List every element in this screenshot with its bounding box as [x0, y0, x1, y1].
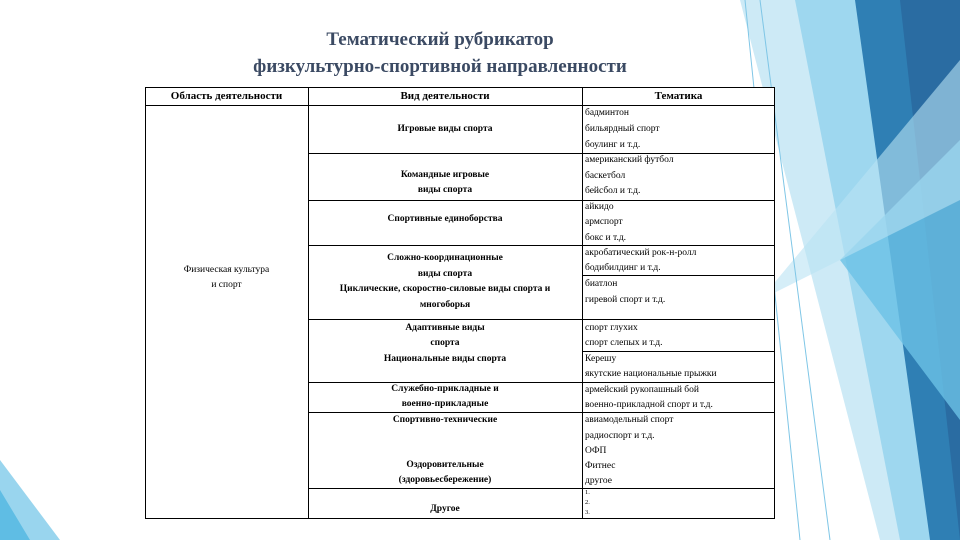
activity-text: Национальные виды спорта	[383, 353, 507, 364]
topic-line: спорт слепых и т.д.	[585, 338, 663, 348]
topic-line: другое	[585, 476, 612, 486]
activity-text: Спортивные единоборства	[387, 214, 503, 225]
area-line-1: Физическая культура	[183, 264, 270, 275]
topic-line: американский футбол	[585, 155, 674, 165]
area-line-2: и спорт	[211, 280, 242, 290]
topic-line: бадминтон	[585, 108, 629, 118]
activity-text: многоборья	[419, 299, 471, 310]
activity-text: Сложно-координационные	[387, 253, 503, 263]
activity-cell	[308, 167, 582, 199]
title-line-1: Тематический рубрикатор	[326, 29, 554, 50]
activity-text: (здоровьесбережение)	[398, 475, 492, 485]
topic-line: ОФП	[585, 446, 607, 456]
activity-text: виды спорта	[417, 185, 473, 195]
activity-text: Адаптивные виды	[405, 322, 485, 333]
activity-text: Служебно-прикладные и	[391, 383, 499, 394]
table-border-left	[145, 87, 146, 519]
activity-cell	[308, 412, 582, 430]
activity-cell	[308, 245, 582, 319]
activity-text: Оздоровительные	[406, 459, 484, 470]
activity-text: виды спорта	[417, 268, 473, 279]
topic-line: бокс и т.д.	[585, 233, 627, 243]
header-activity: Вид деятельности	[400, 90, 490, 102]
row-divider	[582, 319, 775, 320]
topic-line: айкидо	[585, 202, 614, 212]
rubricator-table	[145, 87, 775, 519]
header-area: Область деятельности	[170, 90, 283, 102]
other-item: 1.	[585, 489, 590, 496]
title-line-2: физкультурно-спортивной направленности	[253, 56, 627, 77]
topic-line: армейский рукопашный бой	[585, 385, 699, 395]
activity-text: Командные игровые	[400, 169, 490, 180]
activity-text: Другое	[430, 504, 460, 515]
topic-line: армспорт	[585, 217, 623, 227]
topic-line: гиревой спорт и т.д.	[585, 295, 666, 305]
activity-text: Спортивно-технические	[392, 415, 498, 426]
topic-line: военно-прикладной спорт и т.д.	[585, 400, 713, 410]
slide-title	[150, 26, 730, 80]
topic-line: акробатический рок-н-ролл	[585, 248, 697, 258]
activity-text: Игровые виды спорта	[397, 124, 493, 135]
topic-line: боулинг и т.д.	[585, 140, 641, 150]
other-item: 2.	[585, 499, 590, 506]
topic-line: бейсбол и т.д.	[585, 186, 641, 196]
topic-line: спорт глухих	[585, 323, 638, 333]
column-divider-2	[582, 87, 583, 519]
topic-line: радиоспорт и т.д.	[585, 431, 655, 441]
activity-cell	[308, 319, 582, 369]
header-topic: Тематика	[654, 90, 703, 102]
row-divider	[308, 200, 583, 201]
topic-line: Фитнес	[585, 461, 616, 471]
topic-line: баскетбол	[585, 171, 626, 181]
other-item: 3.	[585, 509, 590, 516]
activity-cell	[308, 211, 582, 229]
topic-line: авиамодельный спорт	[585, 415, 674, 425]
activity-cell	[308, 501, 582, 519]
topic-line: якутские национальные прыжки	[585, 369, 717, 379]
area-cell	[145, 255, 308, 301]
activity-text: Циклические, скоростно-силовые виды спорта и	[339, 284, 551, 294]
activity-cell	[308, 121, 582, 139]
activity-text: спорта	[430, 338, 460, 349]
activity-cell	[308, 382, 582, 412]
row-divider	[308, 153, 583, 154]
activity-text: военно-прикладные	[401, 399, 489, 409]
activity-cell	[308, 457, 582, 489]
topic-line: бодибилдинг и т.д.	[585, 263, 661, 273]
topic-line: бильярдный спорт	[585, 124, 660, 134]
header-divider	[145, 105, 775, 106]
topic-line: Керешу	[585, 354, 617, 364]
table-border-right	[774, 87, 775, 519]
topic-line: биатлон	[585, 279, 618, 289]
